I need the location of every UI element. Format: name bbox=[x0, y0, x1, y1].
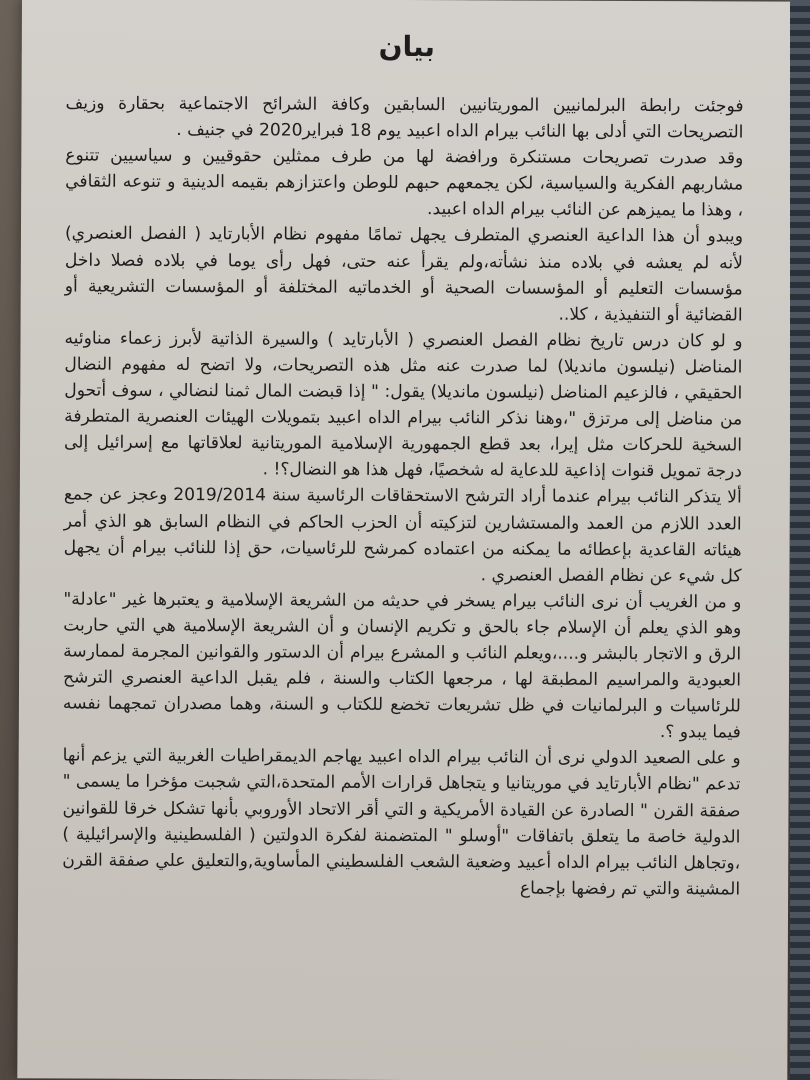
paragraph: و على الصعيد الدولي نرى أن النائب بيرام الداه اعبيد يهاجم الديمقراطيات الغربية التي يزعم أنها تدعم "نظام الأبارتايد في موريتانيا و يتجاهل قرارات الأمم المتحدة،التي شجبت مؤخرا ما يسمى " صفقة القرن " الصادرة عن القيادة الأمريكية و التي أقر الاتحاد الأوروبي بأنها تشكل خرقا للقوانين الدولية خاصة ما يتعلق باتفاقات "أوسلو " المتضمنة لفكرة الدولتين ( الفلسطينية والإسرائيلية ) ،وتجاهل النائب بيرام الداه أعبيد وضعية الشعب الفلسطيني المأساوية,والتعليق علي صفقة القرن المشينة والتي تم رفضها بإجماع bbox=[62, 745, 741, 900]
paragraph: و لو كان درس تاريخ نظام الفصل العنصري ( الأبارتايد ) والسيرة الذاتية لأبرز زعماء مناوئيه المناضل (نيلسون مانديلا) لما صدرت عنه مثل هذه التصريحات، ولا اتضح له مفهوم النضال الحقيقي ، فالزعيم المناضل (نيلسون مانديلا) يقول: " إذا قبضت المال ثمنا لنضالي ، سوف أتحول من مناضل إلى مرتزق "،وهنا نذكر النائب بيرام الداه اعبيد بتمويلات الهيئات العنصرية المتطرفة السخية للحركات مثل إيرا، بعد قطع الجمهورية الإسلامية الموريتانية لعلاقاتها مع إسرائيل إلى درجة تمويل قنوات إذاعية للدعاية له شخصيًا، فهل هذا هو النضال؟! . bbox=[64, 328, 743, 482]
paragraph: و من الغريب أن نرى النائب بيرام يسخر في حديثه من الشريعة الإسلامية و يعتبرها غير "عادلة" وهو الذي يعلم أن الإسلام جاء بالحق و تكريم الإنسان و أن الشريعة الإسلامية هي التي حاربت الرق و الاتجار بالبشر و....،ويعلم النائب و المشرع بيرام أن الدستور والقوانين المجرمة لممارسة العبودية والمراسيم المطبقة لها ، مرجعها الكتاب والسنة ، فلم يقبل الداعية العنصري الترشح للرئاسيات و البرلمانيات في ظل تشريعات تخضع للكتاب و السنة، وهما مصدران تمجهما نفسه فيما يبدو ؟. bbox=[62, 589, 742, 743]
statement-paper bbox=[17, 0, 792, 1080]
paragraph: وقد صدرت تصريحات مستنكرة ورافضة لها من طرف ممثلين حقوقيين و سياسيين تتنوع مشاربهم الفكرية والسياسية، لكن يجمعهم حبهم للوطن واعتزازهم بقيمه الدينية و تنوعه الثقافي ، وهذا ما يميزهم عن النائب بيرام الداه اعبيد. bbox=[65, 145, 744, 221]
paragraph: ويبدو أن هذا الداعية العنصري المتطرف يجهل تمامًا مفهوم نظام الأبارتايد ( الفصل العنصري) لأنه لم يعشه في بلاده منذ نشأته،ولم يقرأ عنه حتى، فهل رأى يوما في بلاده فصلا داخل مؤسسات التعليم أو المؤسسات الصحية أو الخدماتيه المختلفة أو المؤسسات التشريعية أو القضائية أو التنفيذية ، كلا.. bbox=[64, 223, 744, 326]
paragraph: فوجئت رابطة البرلمانيين الموريتانيين السابقين وكافة الشرائح الاجتماعية بحقارة وزيف التصريحات التي أدلى بها النائب بيرام الداه اعبيد يوم 18 فبراير2020 في جنيف . bbox=[65, 93, 744, 143]
document-title: بيان bbox=[378, 29, 436, 64]
background-fabric bbox=[790, 0, 810, 1080]
document-body bbox=[62, 91, 744, 903]
paragraph: ألا يتذكر النائب بيرام عندما أراد الترشح الاستحقاقات الرئاسية سنة 2019/2014 وعجز عن جمع العدد اللازم من العمد والمستشارين لتزكيته أن الحزب الحاكم في النظام السابق هو الذي أمر هيئاته القاعدية بإعطائه ما يمكنه من اعتماده كمرشح للرئاسيات، حق إذا للنائب بيرام أن يجهل كل شيء عن نظام الفصل العنصري . bbox=[63, 484, 742, 587]
